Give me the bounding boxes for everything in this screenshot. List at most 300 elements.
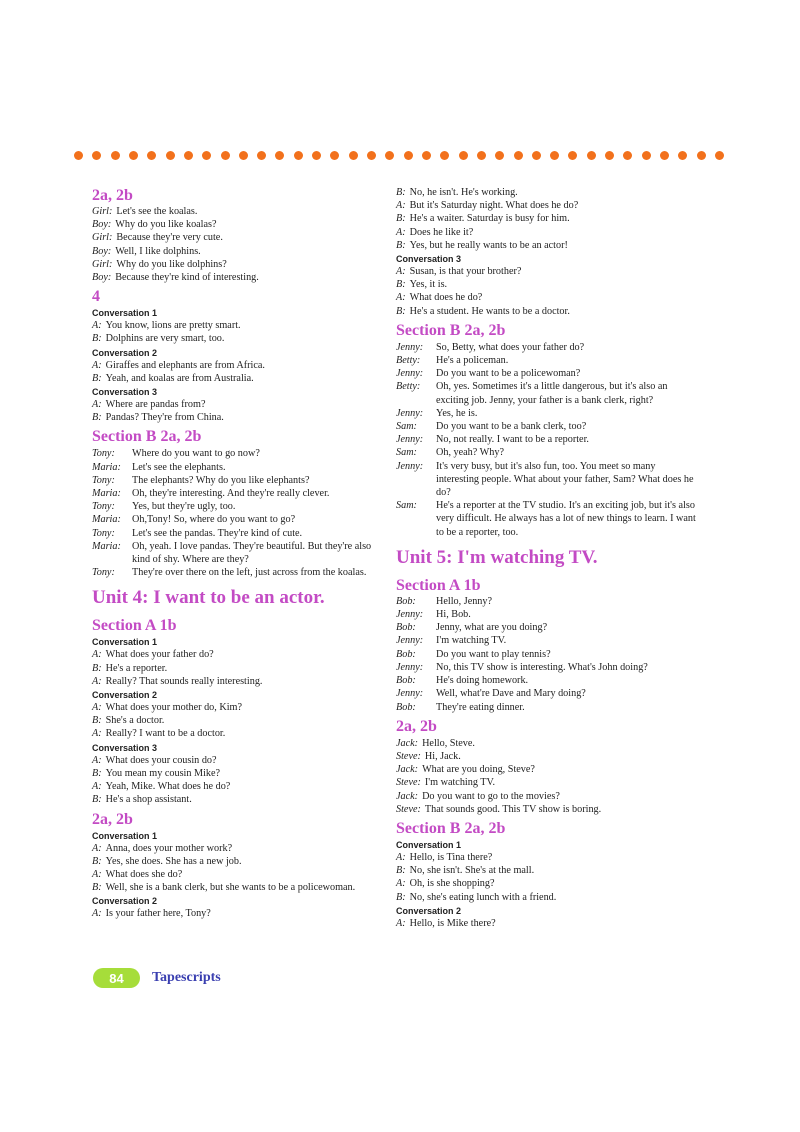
speaker-label: B:: [92, 412, 102, 424]
speaker-label: A:: [396, 878, 406, 890]
dialogue-line: [396, 212, 696, 225]
dialogue-text: Dolphins are very smart, too.: [105, 333, 225, 345]
dialogue-text: Oh, yeah? Why?: [436, 447, 504, 459]
decorative-dot: [257, 151, 266, 160]
dialogue-line: [92, 231, 378, 244]
dialogue-text: Because they're very cute.: [116, 232, 223, 244]
speaker-label: Tony:: [92, 474, 115, 486]
dialogue-line: [396, 341, 696, 354]
speaker-label: Jenny:: [396, 434, 424, 446]
speaker-label: Jenny:: [396, 341, 424, 353]
dialogue-text: What does your father do?: [105, 649, 214, 661]
dialogue-line: [92, 500, 378, 513]
decorative-dot-border: [74, 151, 724, 163]
dialogue-line: [92, 701, 378, 714]
decorative-dot: [697, 151, 706, 160]
dialogue-text: What does your mother do, Kim?: [105, 702, 242, 714]
dialogue-line: [396, 460, 696, 500]
dialogue-text: Yes, he is.: [436, 407, 478, 419]
dialogue-text: That sounds good. This TV show is boring.: [424, 803, 602, 815]
speaker-label: Maria:: [92, 488, 121, 500]
dialogue-line: [396, 354, 696, 367]
speaker-label: A:: [396, 226, 406, 238]
dialogue-text: No, this TV show is interesting. What's John doing?: [436, 661, 648, 673]
heading-2a-2b: 2a, 2b: [92, 810, 133, 828]
speaker-label: Girl:: [92, 206, 113, 217]
speaker-label: B:: [396, 187, 406, 198]
dialogue-text: Well, I like dolphins.: [115, 245, 201, 257]
dialogue-text: Oh, yes. Sometimes it's a little dangerous, but it's also an exciting job. Jenny, your father is a bank clerk, right?: [436, 381, 668, 406]
dialogue-text: They're over there on the left, just across from the koalas.: [132, 567, 367, 579]
dialogue-text: Let's see the koalas.: [116, 206, 198, 217]
conversation-title: Conversation 3: [92, 742, 158, 753]
dialogue-line: [396, 226, 696, 239]
speaker-label: Sam:: [396, 447, 417, 459]
speaker-label: Jenny:: [396, 609, 424, 621]
speaker-label: Jenny:: [396, 407, 424, 419]
decorative-dot: [623, 151, 632, 160]
speaker-label: Bob:: [396, 701, 416, 713]
conversation-title: Conversation 2: [396, 905, 462, 916]
decorative-dot: [385, 151, 394, 160]
left-column: [92, 186, 378, 921]
conversation-title: Conversation 2: [92, 896, 158, 907]
dialogue-line: [396, 380, 696, 406]
decorative-dot: [514, 151, 523, 160]
speaker-label: Bob:: [396, 595, 416, 607]
decorative-dot: [367, 151, 376, 160]
speaker-label: A:: [396, 917, 406, 929]
dialogue-line: [92, 411, 378, 424]
speaker-label: B:: [396, 305, 406, 317]
dialogue-line: [92, 727, 378, 740]
dialogue-text: Is your father here, Tony?: [105, 908, 211, 920]
dialogue-text: What does she do?: [105, 868, 183, 880]
decorative-dot: [221, 151, 230, 160]
decorative-dot: [74, 151, 83, 160]
unit-5-title: Unit 5: I'm watching TV.: [396, 546, 598, 568]
dialogue-text: He's doing homework.: [436, 675, 529, 687]
dialogue-line: [396, 851, 696, 864]
dialogue-text: Hello, is Mike there?: [409, 917, 496, 929]
speaker-label: Girl:: [92, 232, 113, 244]
dialogue-block: [92, 701, 378, 741]
dialogue-block: [92, 447, 378, 579]
speaker-label: A:: [92, 649, 102, 661]
dialogue-block: [396, 595, 696, 714]
speaker-label: A:: [92, 320, 102, 332]
speaker-label: A:: [92, 399, 102, 411]
speaker-label: B:: [92, 855, 102, 867]
speaker-label: Steve:: [396, 803, 421, 815]
speaker-label: Steve:: [396, 750, 421, 762]
conversation-title: Conversation 1: [92, 637, 158, 648]
dialogue-text: Hi, Bob.: [436, 609, 471, 621]
dialogue-line: [396, 305, 696, 318]
dialogue-line: [396, 763, 696, 776]
dialogue-line: [396, 634, 696, 647]
speaker-label: A:: [92, 868, 102, 880]
dialogue-line: [92, 842, 378, 855]
conversation-title: Conversation 1: [396, 839, 462, 850]
dialogue-line: [396, 877, 696, 890]
dialogue-line: [92, 218, 378, 231]
speaker-label: Boy:: [92, 272, 112, 284]
dialogue-text: He's a shop assistant.: [105, 794, 192, 806]
decorative-dot: [587, 151, 596, 160]
dialogue-text: The elephants? Why do you like elephants?: [132, 474, 310, 486]
dialogue-text: No, not really. I want to be a reporter.: [436, 434, 589, 446]
dialogue-block: [92, 648, 378, 688]
dialogue-line: [92, 881, 378, 894]
dialogue-line: [396, 265, 696, 278]
speaker-label: Jenny:: [396, 661, 424, 673]
dialogue-text: Well, she is a bank clerk, but she wants to be a policewoman.: [105, 882, 356, 894]
decorative-dot: [605, 151, 614, 160]
speaker-label: A:: [92, 842, 102, 854]
speaker-label: Sam:: [396, 500, 417, 512]
speaker-label: B:: [92, 333, 102, 345]
dialogue-block: [92, 205, 378, 284]
dialogue-line: [396, 608, 696, 621]
dialogue-text: Susan, is that your brother?: [409, 266, 522, 278]
dialogue-line: [396, 891, 696, 904]
dialogue-text: Why do you like dolphins?: [116, 258, 227, 270]
dialogue-line: [92, 447, 378, 460]
dialogue-line: [396, 648, 696, 661]
dialogue-line: [92, 474, 378, 487]
dialogue-line: [396, 278, 696, 291]
decorative-dot: [532, 151, 541, 160]
dialogue-line: [396, 864, 696, 877]
dialogue-text: What does he do?: [409, 292, 483, 304]
speaker-label: Tony:: [92, 448, 115, 460]
footer-label: Tapescripts: [152, 970, 221, 985]
dialogue-line: [92, 319, 378, 332]
speaker-label: B:: [396, 239, 406, 251]
dialogue-text: Really? I want to be a doctor.: [105, 728, 226, 740]
dialogue-block: [92, 907, 378, 920]
conversation-title: Conversation 2: [92, 347, 158, 358]
speaker-label: A:: [92, 359, 102, 371]
speaker-label: B:: [92, 662, 102, 674]
speaker-label: A:: [92, 781, 102, 793]
dialogue-text: You mean my cousin Mike?: [105, 767, 221, 779]
speaker-label: Steve:: [396, 777, 421, 789]
decorative-dot: [459, 151, 468, 160]
dialogue-line: [92, 855, 378, 868]
dialogue-line: [396, 803, 696, 816]
dialogue-text: Why do you like koalas?: [115, 219, 217, 231]
speaker-label: B:: [396, 891, 406, 903]
right-column: [396, 186, 696, 930]
dialogue-line: [396, 674, 696, 687]
dialogue-line: [92, 359, 378, 372]
dialogue-text: Because they're kind of interesting.: [115, 272, 259, 284]
unit-4-title: Unit 4: I want to be an actor.: [92, 587, 325, 609]
dialogue-line: [92, 754, 378, 767]
dialogue-text: Yes, but they're ugly, too.: [132, 501, 236, 513]
dialogue-text: Where do you want to go now?: [132, 448, 260, 460]
heading-section-a-1b: Section A 1b: [92, 617, 177, 635]
speaker-label: Maria:: [92, 514, 121, 526]
decorative-dot: [550, 151, 559, 160]
dialogue-line: [92, 527, 378, 540]
dialogue-line: [92, 662, 378, 675]
dialogue-text: Yes, she does. She has a new job.: [105, 855, 242, 867]
speaker-label: Girl:: [92, 258, 113, 270]
dialogue-line: [92, 714, 378, 727]
speaker-label: A:: [396, 851, 406, 863]
dialogue-line: [92, 566, 378, 579]
dialogue-text: Let's see the elephants.: [132, 461, 226, 473]
speaker-label: A:: [92, 675, 102, 687]
dialogue-line: [92, 398, 378, 411]
speaker-label: Boy:: [92, 245, 112, 257]
dialogue-text: Giraffes and elephants are from Africa.: [105, 359, 265, 371]
heading-section-b: Section B 2a, 2b: [396, 819, 506, 837]
dialogue-line: [396, 407, 696, 420]
speaker-label: A:: [396, 266, 406, 278]
dialogue-block: [396, 917, 696, 930]
speaker-label: Maria:: [92, 461, 121, 473]
decorative-dot: [202, 151, 211, 160]
speaker-label: B:: [92, 715, 102, 727]
dialogue-block: [92, 319, 378, 345]
dialogue-text: Do you want to be a policewoman?: [436, 368, 581, 380]
dialogue-line: [396, 291, 696, 304]
speaker-label: Tony:: [92, 567, 115, 579]
decorative-dot: [166, 151, 175, 160]
decorative-dot: [92, 151, 101, 160]
dialogue-text: But it's Saturday night. What does he do?: [409, 200, 579, 212]
decorative-dot: [349, 151, 358, 160]
dialogue-text: He's a waiter. Saturday is busy for him.: [409, 213, 570, 225]
dialogue-text: He's a reporter.: [105, 662, 168, 674]
decorative-dot: [660, 151, 669, 160]
decorative-dot: [275, 151, 284, 160]
decorative-dot: [147, 151, 156, 160]
decorative-dot: [404, 151, 413, 160]
dialogue-line: [92, 271, 378, 284]
speaker-label: A:: [396, 200, 406, 212]
heading-section-b: Section B 2a, 2b: [396, 321, 506, 339]
speaker-label: B:: [396, 865, 406, 877]
speaker-label: A:: [92, 728, 102, 740]
dialogue-block: [92, 359, 378, 385]
decorative-dot: [568, 151, 577, 160]
dialogue-line: [396, 917, 696, 930]
dialogue-text: Do you want to play tennis?: [436, 648, 551, 660]
speaker-label: Tony:: [92, 501, 115, 513]
heading-section-b: Section B 2a, 2b: [92, 428, 202, 446]
dialogue-line: [396, 750, 696, 763]
dialogue-text: Oh, is she shopping?: [409, 878, 495, 890]
dialogue-line: [92, 767, 378, 780]
dialogue-text: No, she isn't. She's at the mall.: [409, 865, 535, 877]
dialogue-block: [92, 754, 378, 807]
dialogue-line: [396, 621, 696, 634]
decorative-dot: [495, 151, 504, 160]
dialogue-line: [396, 446, 696, 459]
dialogue-block: [396, 186, 696, 252]
dialogue-line: [92, 675, 378, 688]
dialogue-line: [92, 648, 378, 661]
dialogue-text: Hi, Jack.: [424, 750, 461, 762]
dialogue-line: [92, 332, 378, 345]
dialogue-text: I'm watching TV.: [436, 635, 507, 647]
speaker-label: B:: [396, 213, 406, 225]
dialogue-text: Oh,Tony! So, where do you want to go?: [132, 514, 296, 526]
decorative-dot: [294, 151, 303, 160]
decorative-dot: [678, 151, 687, 160]
dialogue-line: [92, 868, 378, 881]
dialogue-line: [396, 420, 696, 433]
dialogue-line: [396, 239, 696, 252]
decorative-dot: [239, 151, 248, 160]
dialogue-text: You know, lions are pretty smart.: [105, 320, 241, 332]
decorative-dot: [184, 151, 193, 160]
dialogue-text: What does your cousin do?: [105, 754, 217, 766]
dialogue-text: Yeah, and koalas are from Australia.: [105, 372, 254, 384]
dialogue-text: Does he like it?: [409, 226, 474, 238]
dialogue-text: No, he isn't. He's working.: [409, 187, 518, 198]
page-footer: [93, 968, 221, 988]
speaker-label: Tony:: [92, 527, 115, 539]
speaker-label: B:: [92, 372, 102, 384]
decorative-dot: [312, 151, 321, 160]
dialogue-text: It's very busy, but it's also fun, too. You meet so many interesting people. What about your father, Sam? What does he do?: [436, 460, 694, 499]
dialogue-line: [92, 461, 378, 474]
heading-2a-2b: 2a, 2b: [396, 717, 437, 735]
dialogue-text: Pandas? They're from China.: [105, 412, 224, 424]
dialogue-line: [396, 595, 696, 608]
decorative-dot: [440, 151, 449, 160]
dialogue-text: They're eating dinner.: [436, 701, 525, 713]
decorative-dot: [129, 151, 138, 160]
dialogue-line: [92, 258, 378, 271]
dialogue-text: No, she's eating lunch with a friend.: [409, 891, 557, 903]
decorative-dot: [477, 151, 486, 160]
dialogue-block: [92, 398, 378, 424]
conversation-title: Conversation 3: [396, 254, 462, 265]
speaker-label: Sam:: [396, 421, 417, 433]
dialogue-text: Yeah, Mike. What does he do?: [105, 781, 231, 793]
speaker-label: Bob:: [396, 622, 416, 634]
decorative-dot: [422, 151, 431, 160]
dialogue-block: [92, 842, 378, 895]
speaker-label: Maria:: [92, 540, 121, 552]
conversation-title: Conversation 1: [92, 830, 158, 841]
dialogue-text: Well, what're Dave and Mary doing?: [436, 688, 586, 700]
speaker-label: Boy:: [92, 219, 112, 231]
dialogue-text: Let's see the pandas. They're kind of cute.: [132, 527, 303, 539]
speaker-label: A:: [396, 292, 406, 304]
dialogue-text: Jenny, what are you doing?: [436, 622, 548, 634]
dialogue-line: [92, 205, 378, 218]
dialogue-line: [396, 186, 696, 199]
speaker-label: A:: [92, 754, 102, 766]
conversation-title: Conversation 1: [92, 308, 158, 319]
dialogue-line: [92, 793, 378, 806]
dialogue-line: [92, 513, 378, 526]
speaker-label: B:: [396, 279, 406, 291]
speaker-label: Jack:: [396, 737, 419, 749]
dialogue-line: [396, 433, 696, 446]
decorative-dot: [111, 151, 120, 160]
dialogue-text: Do you want to be a bank clerk, too?: [436, 421, 587, 433]
dialogue-line: [396, 687, 696, 700]
speaker-label: Jenny:: [396, 460, 424, 472]
dialogue-text: Oh, they're interesting. And they're really clever.: [132, 488, 330, 500]
dialogue-block: [396, 851, 696, 904]
heading-4: 4: [92, 288, 100, 306]
dialogue-text: Anna, does your mother work?: [105, 842, 233, 854]
dialogue-text: Yes, but he really wants to be an actor!: [409, 239, 568, 251]
dialogue-line: [396, 661, 696, 674]
dialogue-text: What are you doing, Steve?: [422, 764, 535, 776]
dialogue-text: Do you want to go to the movies?: [422, 790, 560, 802]
dialogue-text: Hello, is Tina there?: [409, 851, 493, 863]
speaker-label: Jack:: [396, 790, 419, 802]
dialogue-text: He's a policeman.: [436, 355, 509, 367]
speaker-label: Jenny:: [396, 688, 424, 700]
decorative-dot: [330, 151, 339, 160]
heading-2a-2b: 2a, 2b: [92, 187, 133, 204]
conversation-title: Conversation 3: [92, 387, 158, 398]
speaker-label: B:: [92, 882, 102, 894]
page-number-badge: 84: [93, 968, 140, 988]
dialogue-line: [92, 245, 378, 258]
dialogue-line: [92, 540, 378, 566]
dialogue-line: [396, 199, 696, 212]
decorative-dot: [715, 151, 724, 160]
speaker-label: B:: [92, 794, 102, 806]
dialogue-line: [396, 499, 696, 539]
speaker-label: A:: [92, 702, 102, 714]
dialogue-text: Where are pandas from?: [105, 399, 206, 411]
dialogue-text: She's a doctor.: [105, 715, 165, 727]
speaker-label: B:: [92, 767, 102, 779]
speaker-label: A:: [92, 908, 102, 920]
decorative-dot: [642, 151, 651, 160]
dialogue-line: [92, 487, 378, 500]
dialogue-text: I'm watching TV.: [424, 777, 496, 789]
heading-section-a-1b: Section A 1b: [396, 576, 481, 594]
speaker-label: Jack:: [396, 764, 419, 776]
dialogue-block: [396, 265, 696, 318]
conversation-title: Conversation 2: [92, 690, 158, 701]
dialogue-line: [92, 907, 378, 920]
dialogue-text: Oh, yeah. I love pandas. They're beautiful. But they're also kind of shy. Where are they?: [132, 540, 372, 566]
dialogue-text: Hello, Jenny?: [436, 595, 493, 607]
dialogue-line: [92, 372, 378, 385]
speaker-label: Bob:: [396, 675, 416, 687]
dialogue-block: [396, 737, 696, 816]
speaker-label: Betty:: [396, 355, 421, 367]
dialogue-text: He's a student. He wants to be a doctor.: [409, 305, 570, 317]
dialogue-text: Yes, it is.: [409, 279, 448, 291]
speaker-label: Jenny:: [396, 635, 424, 647]
dialogue-block: [396, 341, 696, 539]
dialogue-line: [396, 701, 696, 714]
dialogue-text: Really? That sounds really interesting.: [105, 675, 263, 687]
dialogue-line: [92, 780, 378, 793]
dialogue-line: [396, 790, 696, 803]
dialogue-line: [396, 737, 696, 750]
dialogue-line: [396, 776, 696, 789]
dialogue-text: He's a reporter at the TV studio. It's an exciting job, but it's also very difficult. He always has a lot of new things to learn. I want to be a reporter, too.: [436, 500, 696, 538]
